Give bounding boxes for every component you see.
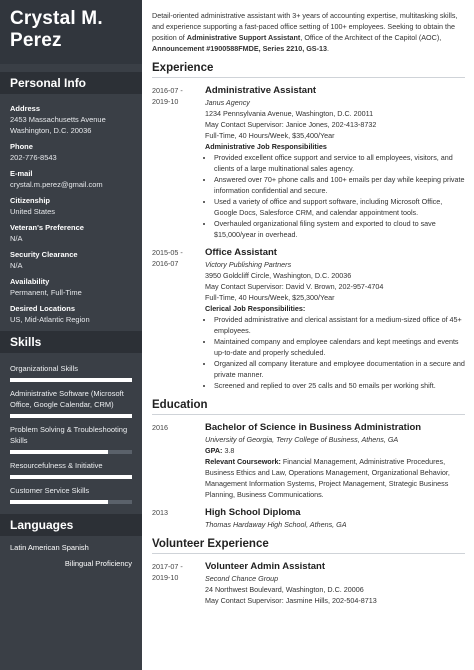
volunteer-entry	[152, 561, 465, 606]
experience-entry	[152, 247, 465, 391]
name-line-2: Perez	[10, 30, 62, 51]
personal-info-value: Permanent, Full-Time	[10, 288, 82, 297]
entry-dates	[152, 561, 205, 606]
personal-info-value: 202-776-8543	[10, 153, 57, 162]
personal-info-label: Availability	[10, 277, 50, 286]
summary-position: Administrative Support Assistant	[186, 33, 301, 42]
degree-title: High School Diploma	[205, 507, 301, 518]
entry-body	[205, 561, 465, 606]
volunteer-address: 24 Northwest Boulevard, Washington, D.C. 20006	[205, 585, 364, 594]
responsibility-item: • Overhauled organizational filing system and exported to cloud to save $15,000/year in overhead.	[214, 218, 465, 240]
skill-item	[10, 460, 132, 479]
skill-name: Organizational Skills	[10, 364, 78, 373]
date-line: 2016-07 -	[152, 86, 183, 95]
personal-info-heading: Personal Info	[0, 72, 142, 94]
entry-dates	[152, 507, 205, 530]
skill-item	[10, 388, 132, 418]
responsibilities-label: Administrative Job Responsibilities	[205, 142, 327, 151]
employer: Janus Agency	[205, 98, 250, 107]
personal-info-value: crystal.m.perez@gmail.com	[10, 180, 103, 189]
employer: Victory Publishing Partners	[205, 260, 292, 269]
responsibility-list	[205, 314, 465, 391]
employer-address: 1234 Pennsylvania Avenue, Washington, D.C. 20011	[205, 109, 374, 118]
personal-info-list	[0, 94, 142, 327]
sidebar	[0, 0, 142, 670]
coursework-text: Financial Management, Administrative Procedures, Business Ethics and Law, Operations Management, Organizational Behavior, Management Information Systems, Project Management, Strategic Business Planning, Business Communications.	[205, 457, 450, 499]
language-name: Latin American Spanish	[10, 543, 89, 552]
skills-list	[0, 353, 142, 510]
gpa-label: GPA:	[205, 446, 223, 455]
skill-level-bar	[10, 450, 132, 454]
responsibility-item: • Organized all company literature and employee documentation in a secure and private manner.	[214, 358, 465, 380]
employer-address: 3950 Goldcliff Circle, Washington, D.C. 20036	[205, 271, 352, 280]
skill-item	[10, 424, 132, 454]
summary-text: Detail-oriented administrative assistant with 3+ years of accounting expertise, multitasking skills, and experience supporting a fast-paced office setting of 100+ employees. Seeking to obtain the position of	[152, 11, 458, 42]
responsibility-item: • Answered over 70+ phone calls and 100+ emails per day while keeping private information confidential and secure.	[214, 174, 465, 196]
gpa-value: 3.8	[224, 446, 235, 455]
responsibility-list	[205, 152, 465, 240]
job-title: Administrative Assistant	[205, 85, 317, 96]
date-line: 2016-07	[152, 259, 179, 268]
coursework-label: Relevant Coursework:	[205, 457, 281, 466]
name-line-1: Crystal M.	[10, 8, 103, 29]
personal-info-value: 2453 Massachusetts Avenue	[10, 115, 106, 124]
name-header	[0, 0, 142, 64]
summary-announcement: Announcement #1900588FMDE, Series 2210, GS-13	[152, 44, 327, 53]
entry-dates	[152, 247, 205, 391]
language-level: Bilingual Proficiency	[64, 559, 132, 568]
skills-heading: Skills	[0, 331, 142, 353]
personal-info-value: United States	[10, 207, 56, 216]
experience-heading: Experience	[152, 62, 465, 78]
skill-level-fill	[10, 378, 132, 382]
personal-info-label: E-mail	[10, 169, 33, 178]
personal-info-value: US, Mid-Atlantic Region	[10, 315, 90, 324]
education-entry	[152, 422, 465, 500]
skill-name: Resourcefulness & Initiative	[10, 461, 103, 470]
volunteer-contact: May Contact Supervisor: Jasmine Hills, 202-504-8713	[205, 596, 377, 605]
summary-end: .	[326, 44, 329, 53]
skill-name: Problem Solving & Troubleshooting Skills	[10, 425, 128, 445]
degree-title: Bachelor of Science in Business Administration	[205, 422, 422, 433]
personal-info-label: Citizenship	[10, 196, 51, 205]
languages-heading: Languages	[0, 514, 142, 536]
entry-dates	[152, 85, 205, 240]
personal-info-value: N/A	[10, 261, 23, 270]
skill-level-bar	[10, 414, 132, 418]
date-line: 2016	[152, 423, 168, 432]
entry-body	[205, 507, 465, 530]
personal-info-label: Security Clearance	[10, 250, 78, 259]
school: University of Georgia, Terry College of Business, Athens, GA	[205, 435, 399, 444]
responsibility-item: • Maintained company and employee calendars and kept meetings and events up-to-date and properly scheduled.	[214, 336, 465, 358]
responsibility-item: • Provided excellent office support and service to all employees, visitors, and clients of a large multinational sales agency.	[214, 152, 465, 174]
entry-body	[205, 247, 465, 391]
skill-name: Administrative Software (Microsoft Office, Google Calendar, CRM)	[10, 389, 124, 409]
languages-list	[0, 536, 142, 575]
volunteer-list	[152, 561, 465, 606]
coursework	[205, 456, 465, 500]
skill-level-fill	[10, 500, 108, 504]
personal-info-label: Address	[10, 104, 41, 113]
summary	[152, 0, 465, 54]
experience-list	[152, 85, 465, 391]
skill-item	[10, 485, 132, 504]
volunteer-org: Second Chance Group	[205, 574, 279, 583]
personal-info-value: N/A	[10, 234, 23, 243]
job-title: Office Assistant	[205, 247, 277, 258]
job-detail: Full-Time, 40 Hours/Week, $25,300/Year	[205, 293, 335, 302]
education-list	[152, 422, 465, 530]
responsibility-item: • Screened and replied to over 25 calls and 50 emails per working shift.	[214, 380, 465, 391]
skill-level-fill	[10, 475, 132, 479]
volunteer-heading: Volunteer Experience	[152, 538, 465, 554]
responsibility-item: • Used a variety of office and support software, including Microsoft Office, Google Docs, Salesforce CRM, and calendar appointment tools.	[214, 196, 465, 218]
main-column	[142, 0, 474, 670]
skill-name: Customer Service Skills	[10, 486, 90, 495]
gpa	[205, 445, 465, 456]
volunteer-title: Volunteer Admin Assistant	[205, 561, 325, 572]
school: Thomas Hardaway High School, Athens, GA	[205, 520, 347, 529]
skill-level-bar	[10, 378, 132, 382]
date-line: 2015-05 -	[152, 248, 183, 257]
date-line: 2019-10	[152, 97, 179, 106]
job-detail: May Contact Supervisor: David V. Brown, 202-957-4704	[205, 282, 384, 291]
date-line: 2017-07 -	[152, 562, 183, 571]
skill-level-bar	[10, 500, 132, 504]
summary-mid: , Office of the Architect of the Capitol (AOC),	[300, 33, 442, 42]
job-detail: May Contact Supervisor: Janice Jones, 202-413-8732	[205, 120, 377, 129]
personal-info-label: Phone	[10, 142, 33, 151]
entry-body	[205, 85, 465, 240]
personal-info-label: Veteran's Preference	[10, 223, 84, 232]
date-line: 2019-10	[152, 573, 179, 582]
experience-entry	[152, 85, 465, 240]
education-entry	[152, 507, 465, 530]
responsibilities-label: Clerical Job Responsibilities:	[205, 304, 306, 313]
skill-level-bar	[10, 475, 132, 479]
entry-body	[205, 422, 465, 500]
skill-level-fill	[10, 450, 108, 454]
personal-info-label: Desired Locations	[10, 304, 76, 313]
skill-item	[10, 363, 132, 382]
job-detail: Full-Time, 40 Hours/Week, $35,400/Year	[205, 131, 335, 140]
education-heading: Education	[152, 399, 465, 415]
date-line: 2013	[152, 508, 168, 517]
skill-level-fill	[10, 414, 132, 418]
personal-info-value: Washington, D.C. 20036	[10, 126, 92, 135]
responsibility-item: • Provided administrative and clerical assistant for a medium-sized office of 45+ employees.	[214, 314, 465, 336]
entry-dates	[152, 422, 205, 500]
